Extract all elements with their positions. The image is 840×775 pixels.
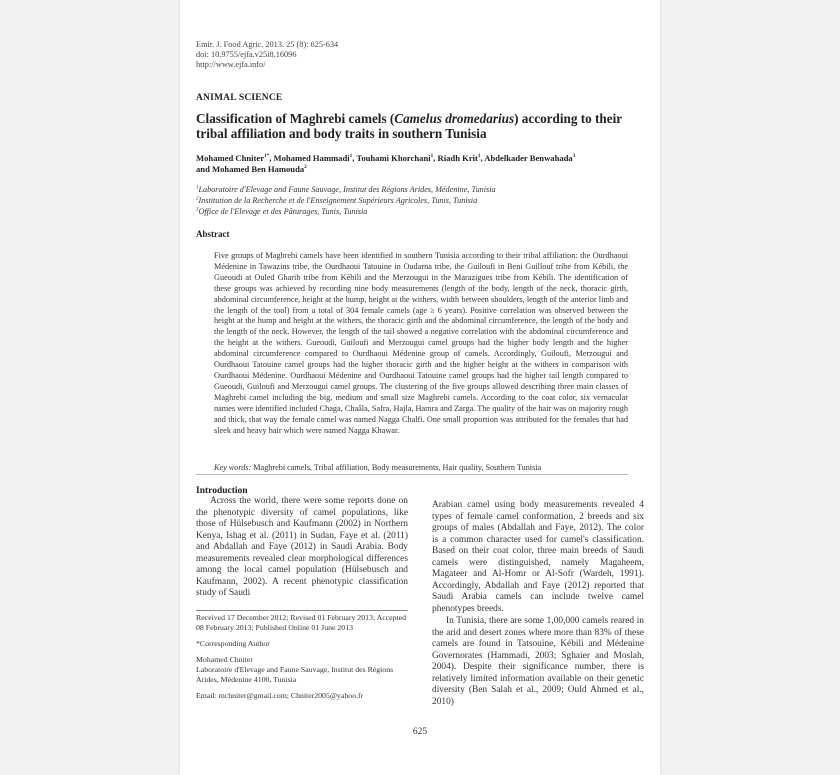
author: Riadh Krit$^1$	[437, 153, 481, 163]
abstract-divider	[196, 474, 628, 475]
keywords-text: Maghrebi camels, Tribal affiliation, Body measurements, Hair quality, Southern Tunisia	[251, 463, 542, 472]
section-label: ANIMAL SCIENCE	[196, 93, 283, 103]
keywords	[214, 463, 628, 472]
author: Mohamed Ben Hamouda$^2$	[212, 164, 307, 174]
corresponding-author-label: *Corresponding Author	[196, 639, 270, 648]
abstract-heading: Abstract	[196, 229, 230, 239]
corresponding-author-name: Mohamed Chniter	[196, 655, 253, 664]
journal-url-link[interactable]: http://www.ejfa.info/	[196, 60, 266, 69]
introduction-heading: Introduction	[196, 486, 248, 496]
intro-paragraph: Across the world, there were some reports done on the phenotypic diversity of camel populations, like those of Hülsebusch and Kaufmann (2002) in Northern Kenya, Ishag et al. (2011) in Sudan, Faye et al. (2011) and Abdallah and Faye (2012) in Saudi Arabia. Body measurements revealed clear morphological differences among the local camel population (Hülsebusch and Kaufmann, 2002). A recent phenotypic classification study of Saudi	[196, 496, 408, 598]
footnote-divider	[196, 610, 408, 611]
affiliation: $^3$Office de l'Elevage et des Pâturages, Tunis, Tunisia	[196, 207, 368, 216]
footnotes	[196, 613, 408, 707]
doi-line: doi: 10.9755/ejfa.v25i8.16096	[196, 50, 297, 59]
author: Mohamed Hammadi$^1$	[273, 153, 353, 163]
affiliations	[196, 184, 626, 217]
affiliation: $^2$Institution de la Recherche et de l'Enseignement Supérieurs Agricoles, Tunis, Tunisia	[196, 196, 478, 205]
title-species: Camelus dromedarius	[394, 111, 515, 126]
corresponding-author-email: Email: mchniter@gmail.com; Chniter2005@yahoo.fr	[196, 691, 364, 700]
title-part-2: ) according to their tribal affiliation and body traits in southern Tunisia	[196, 111, 622, 141]
author: Mohamed Chniter$^{1*}$	[196, 153, 270, 163]
abstract-body: Five groups of Maghrebi camels have been identified in southern Tunisia according to their tribal affiliation: the Ourdhaoui Médenine in Tawazins tribe, the Ourdhaoui Tatouine in Oudarna tribe, the Guiloufi in Beni Guillouf tribe from Kébili, the Gueoudi at Ouled Gharib tribe from Kébili and the Merzougui in the Marazigues tribe from Kébili. The identification of these groups was achieved by recording nine body measurements (length of the body, length of the neck, thoracic girth, abdominal circumference, height at the hump, height at the withers, width between shoulders, length of the anterior limb and the length of the tool) from a total of 304 female camels (age ≥ 6 years). Positive correlation was observed between the height at the hump and height at the withers, the thoracic girth and the abdominal circumference, the length of the body and the length of the neck. However, the length of the tail showed a negative correlation with the abdominal circumference and the height at the withers. Gueoudi, Guiloufi and Merzougui camel groups had the higher body length and the higher abdominal circumference compared to Ourdhaoui Médenine group of camels. Accordingly, Guiloufi, Merzougui and Ourdhaoui Tatouine camel groups had the higher thoracic girth and the higher height at the withers in comparison with Ourdhaoui Médenine. Ourdhaoui Médenine and Ourdhaoui Tatouine camel groups had the higher tail length compared to Gueoudi, Guiloufi and Merzougui camel groups. The clustering of the five groups allowed describing three main classes of Maghrebi camel including the big, medium and small size Maghrebi camels. According to the coat color, six vernacular names were identified included Chaga, Chaâla, Safra, Hajla, Hamra and Zarga. The quality of the hair was on majority rough and thick, that way the female camel was named Nagga Chalfi. One small proportion was attributed for the females that had sleek and heavy hair which were named Nagga Khawar.	[214, 251, 628, 435]
author: Touhami Khorchani$^1$	[356, 153, 434, 163]
corresponding-author-address: Laboratoire d'Elevage and Faune Sauvage, Institut des Régions Arides, Médenine 4100, Tunisia	[196, 665, 394, 684]
keywords-label: Key words:	[214, 463, 252, 472]
author-list: Mohamed Chniter$^{1*}$, Mohamed Hammadi$^1$, Touhami Khorchani$^1$, Riadh Krit$^1$, Abdelkader Benwahada$^3$ and Mohamed Ben Hamouda$^2$	[196, 153, 576, 174]
author: Abdelkader Benwahada$^3$	[484, 153, 576, 163]
title-part-1: Classification of Maghrebi camels (	[196, 111, 395, 126]
journal-citation: Emir. J. Food Agric. 2013. 25 (8): 625-634	[196, 40, 339, 49]
right-column	[432, 500, 644, 708]
received-dates: Received 17 December 2012; Revised 01 February 2013; Accepted 08 February 2013; Published Online 01 June 2013	[196, 613, 407, 632]
affiliation: $^1$Laboratoire d'Elevage and Faune Sauvage, Institut des Régions Arides, Médenine, Tunisia	[196, 185, 496, 194]
paper-title	[196, 111, 626, 141]
journal-header	[196, 40, 338, 70]
page-number: 625	[412, 727, 428, 737]
intro-paragraph: In Tunisia, there are some 1,00,000 camels reared in the arid and desert zones where more than 83% of these camels are found in Tatsouine, Kébili and Médenine Governorates (Hammadi, 2003; Sghaier and Moslah, 2004). Despite their significance number, there is relatively limited information available on their genetic diversity (Ben Salah et al., 2009; Ould Ahmed et al., 2010)	[432, 616, 644, 707]
left-column	[196, 496, 408, 600]
intro-paragraph: Arabian camel using body measurements revealed 4 types of female camel conformation, 2 breeds and six groups of males (Abdallah and Faye, 2012). The color is a common character used for camel's classification. Based on their coat color, three main breeds of Saudi camels were distinguished, namely Magaheem, Magateer and Al-Homr or Al-Sofr (Wardeh, 1991). Accordingly, Abdallah and Faye (2012) reported that Saudi Arabia camels can include twelve camel phenotypes breeds.	[432, 500, 644, 614]
